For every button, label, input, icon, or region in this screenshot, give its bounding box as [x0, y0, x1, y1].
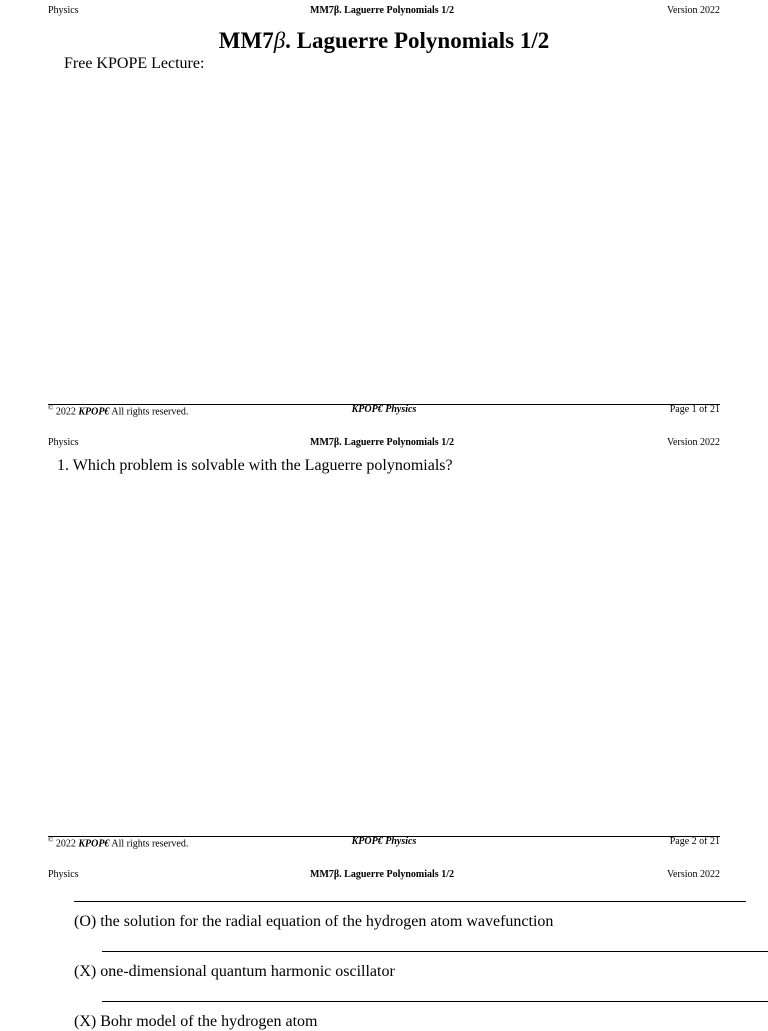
lecture-label: Free KPOPE Lecture:: [64, 55, 205, 72]
page-header-title: MM7β. Laguerre Polynomials 1/2: [310, 869, 454, 880]
copyright-mark: ©: [48, 836, 54, 844]
answer-divider: [102, 951, 768, 952]
copyright-mark: ©: [48, 404, 54, 412]
footer-brand: KPOP€: [78, 406, 110, 418]
page-footer-left: [48, 404, 188, 417]
page-header-title: MM7β. Laguerre Polynomials 1/2: [310, 5, 454, 16]
page-header-left: Physics: [48, 5, 79, 16]
title-prefix: MM7: [218, 28, 274, 53]
footer-brand: KPOP€: [78, 838, 110, 850]
page-footer-center: KPOP€ Physics: [351, 404, 417, 415]
answer-divider: [74, 901, 746, 902]
page-header-left: Physics: [48, 869, 79, 880]
page-header-version: Version 2022: [666, 437, 720, 448]
question-text: 1. Which problem is solvable with the Laguerre polynomials?: [57, 457, 453, 474]
title-greek: β: [273, 28, 286, 53]
page-header-version: Version 2022: [666, 5, 720, 16]
answer-divider: [102, 1001, 768, 1002]
answer-option-2: (X) one-dimensional quantum harmonic oscillator: [74, 963, 395, 980]
page-header-version: Version 2022: [666, 869, 720, 880]
footer-rights: All rights reserved.: [111, 406, 189, 418]
page-header-left: Physics: [48, 437, 79, 448]
footer-rights: All rights reserved.: [111, 838, 189, 850]
page-header-title: MM7β. Laguerre Polynomials 1/2: [310, 437, 454, 448]
document-title: [219, 28, 549, 54]
answer-option-1: (O) the solution for the radial equation of the hydrogen atom wavefunction: [74, 913, 554, 930]
page-footer-page-number: Page 2 of 21: [669, 836, 720, 847]
page-footer-center: KPOP€ Physics: [351, 836, 417, 847]
page-footer-left: [48, 836, 188, 849]
answer-option-3: (X) Bohr model of the hydrogen atom: [74, 1013, 318, 1030]
footer-year: 2022: [55, 838, 76, 850]
footer-year: 2022: [55, 406, 76, 418]
title-suffix: . Laguerre Polynomials 1/2: [285, 28, 550, 53]
page-footer-page-number: Page 1 of 21: [669, 404, 720, 415]
